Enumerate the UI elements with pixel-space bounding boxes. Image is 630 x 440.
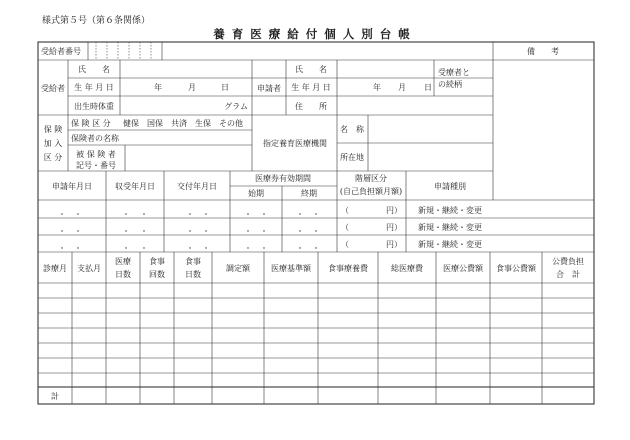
col-medical-days-1: 医療 — [115, 257, 131, 266]
recipient-name-label: 氏 名 — [78, 65, 110, 74]
relation-label-text: 受療者と — [438, 68, 470, 77]
col-total-medical: 総医療費 — [391, 264, 423, 273]
weight-unit: グラム — [224, 102, 248, 111]
applicant-label: 申請者 — [257, 84, 281, 93]
applicant-dob-day: 日 — [424, 83, 432, 92]
col-medical-standard: 医療基準額 — [271, 264, 311, 273]
recipient-dob-year: 年 — [154, 83, 162, 92]
institution-location-label: 所在地 — [340, 153, 364, 162]
receive-date-header: 収受年月日 — [115, 182, 155, 191]
apply-date-header: 申請年月日 — [52, 182, 92, 191]
bracket-header: 階層区分 — [355, 174, 387, 183]
total-label: 計 — [51, 392, 59, 401]
yen-open-1: （ — [341, 206, 349, 215]
validity-header: 医療券有効期間 — [255, 174, 311, 183]
col-public-total-1: 公費負担 — [552, 257, 584, 266]
insurance-group-label-1: 保 険 — [43, 125, 63, 134]
recipient-label: 受給者 — [41, 84, 65, 93]
yen-close-2: 円） — [386, 223, 402, 232]
col-meal-times-2: 回数 — [149, 270, 165, 279]
insurer-name-label: 保険者の名称 — [71, 134, 119, 143]
applicant-address-label: 住 所 — [295, 102, 327, 111]
applicant-dob-year: 年 — [373, 83, 381, 92]
bracket-sub-header: (自己負担額月額) — [339, 187, 403, 196]
yen-open-3: （ — [341, 240, 349, 249]
page-title: 養育医療給付個人別台帳 — [213, 27, 417, 41]
yen-open-2: （ — [341, 223, 349, 232]
col-meal-times-1: 食事 — [149, 257, 165, 266]
application-kind-2: 新規・継続・変更 — [418, 223, 482, 232]
col-public-total-2: 合 計 — [556, 270, 580, 279]
col-meal-cost: 食事療養費 — [328, 264, 368, 273]
col-assessed-amount: 調定額 — [226, 264, 250, 273]
recipient-dob-label: 生 年 月 日 — [74, 83, 114, 92]
recipient-dob-day: 日 — [221, 83, 229, 92]
institution-label: 指定養育医療機関 — [263, 139, 327, 148]
insured-label-1: 被 保 険 者 — [76, 150, 116, 159]
col-treatment-month: 診療月 — [43, 264, 67, 273]
form-border — [38, 42, 594, 404]
application-kind-1: 新規・継続・変更 — [418, 206, 482, 215]
insured-label-2: 記号・番号 — [76, 161, 116, 170]
remarks-label: 備 考 — [527, 47, 559, 56]
col-meal-days-1: 食事 — [185, 257, 201, 266]
institution-name-label: 名 称 — [340, 125, 364, 134]
application-kind-3: 新規・継続・変更 — [418, 240, 482, 249]
yen-close-1: 円） — [386, 206, 402, 215]
validity-end-header: 終期 — [301, 189, 317, 198]
date-separators — [61, 213, 316, 248]
applicant-dob-label: 生 年 月 日 — [291, 83, 331, 92]
issue-date-header: 交付年月日 — [177, 182, 217, 191]
birth-weight-label: 出生時体重 — [74, 102, 114, 111]
recipient-number-label: 受給者番号 — [41, 47, 81, 56]
application-kind-header: 申請種別 — [434, 182, 466, 191]
relation-label-text-line-2: の続柄 — [438, 80, 462, 89]
col-meal-public: 食事公費額 — [496, 264, 536, 273]
applicant-dob-month: 月 — [398, 83, 406, 92]
col-medical-days-2: 日数 — [115, 270, 131, 279]
recipient-dob-month: 月 — [188, 83, 196, 92]
col-medical-public: 医療公費額 — [443, 264, 483, 273]
insurance-group-label-3: 区 分 — [43, 153, 63, 162]
insurance-group-label-2: 加 入 — [43, 139, 63, 148]
applicant-name-label: 氏 名 — [295, 65, 327, 74]
insurance-types: 健保 国保 共済 生保 その他 — [123, 119, 243, 128]
validity-start-header: 始期 — [248, 189, 264, 198]
col-payment-month: 支払月 — [77, 264, 101, 273]
insurance-type-label: 保 険 区 分 — [71, 119, 111, 128]
yen-close-3: 円） — [386, 240, 402, 249]
col-meal-days-2: 日数 — [185, 270, 201, 279]
form-number: 様式第５号（第６条関係） — [42, 16, 151, 26]
